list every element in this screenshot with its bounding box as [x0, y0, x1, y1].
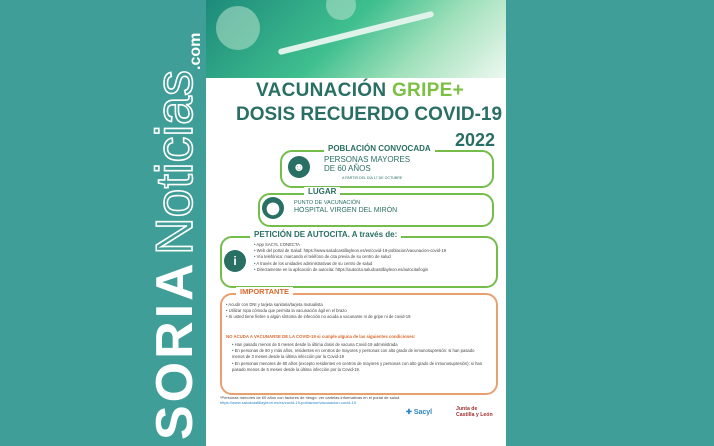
svg-text:SORIA: SORIA	[146, 260, 204, 440]
poblacion-note: A PARTIR DEL DÍA 17 DE OCTUBRE	[342, 176, 403, 180]
list-item: • App SACYL CONECTA	[254, 242, 490, 248]
location-pin-icon: ⬤	[262, 197, 284, 219]
people-icon: ☻	[288, 156, 310, 178]
jcl-line2: Castilla y León	[456, 412, 493, 418]
vaccination-poster	[206, 0, 506, 446]
svg-text:.com: .com	[187, 32, 204, 70]
svg-text:Noticias: Noticias	[146, 70, 204, 255]
list-item: • A través de los unidades administrativas de su centro de salud	[254, 261, 490, 267]
title-year: 2022	[455, 130, 496, 150]
footer-note-text: *Personas menores de 60 años con factores de riesgo: ver cartelas informativas en el portal de salud.	[220, 395, 401, 400]
junta-logo	[456, 406, 493, 418]
covid-warning: NO ACUDA A VACUNARSE DE LA COVID-19 si cumple alguna de las siguientes condiciones:	[226, 334, 416, 339]
syringe-icon	[278, 11, 435, 56]
list-item: • En personas de 80 y más años, residentes en centros de mayores y personas con alto grado de inmunosupresión: si han pasado menos de 3 meses desde la última infección por la Covid-19	[232, 348, 488, 360]
conditions-list	[232, 342, 488, 373]
lugar-heading: LUGAR	[304, 187, 340, 196]
autocita-list	[254, 242, 490, 273]
title-line2: DOSIS RECUERDO COVID-19	[236, 104, 503, 125]
list-item: • En personas menores de 80 años (excepto residentes en centros de mayores y personas con alto grado de inmunosupresión): si han pasado menos de 5 meses desde la última infección por la Covid-19.	[232, 361, 488, 373]
list-item: • Si usted tiene fiebre o algún síntoma de infección no acuda a vacunarse ni de gripe ni de covid-19	[226, 314, 488, 320]
title-vacunacion: VACUNACIÓN	[256, 80, 387, 101]
title-gripe: GRIPE+	[391, 80, 464, 101]
lugar-line2: HOSPITAL VIRGEN DEL MIRÓN	[294, 207, 398, 214]
hero-banner	[206, 0, 506, 78]
brand-logo	[4, 0, 204, 446]
info-icon: i	[224, 250, 246, 272]
list-item: • Acudir con DNI y tarjeta sanitaria/tarjeta mutualista	[226, 302, 488, 308]
list-item[interactable]: • Directamente en la aplicación de autocita: https://autocita.saludcastillayleon.es/autocita/login	[254, 267, 490, 273]
poblacion-heading: POBLACIÓN CONVOCADA	[324, 144, 435, 153]
list-item: • Han pasado menos de 5 meses desde la última dosis de vacuna Covid-19 administrada	[232, 342, 488, 348]
title-line1	[256, 80, 464, 102]
importante-list	[226, 302, 488, 321]
poblacion-line1: PERSONAS MAYORES	[324, 155, 411, 164]
list-item[interactable]: • Web del portal de Salud: https://www.saludcastillayleon.es/es/covid-19-poblacion/vacunacion-covid-19	[254, 248, 490, 254]
importante-heading: IMPORTANTE	[236, 287, 293, 296]
jcl-line1: Junta de	[456, 406, 478, 412]
sacyl-logo: ✚ Sacyl	[406, 409, 433, 416]
autocita-heading: PETICIÓN DE AUTOCITA. A través de:	[250, 230, 401, 239]
lugar-line1: PUNTO DE VACUNACIÓN	[294, 200, 361, 206]
virus-icon	[216, 6, 260, 50]
footer-note	[220, 395, 410, 405]
footer-url[interactable]: https://www.saludcastillayleon.es/es/covid-19-poblacion/vacunacion-covid-19	[220, 400, 357, 405]
sacyl-label: Sacyl	[413, 409, 433, 416]
virus-icon	[326, 0, 356, 20]
poblacion-line2: DE 60 AÑOS	[324, 164, 371, 173]
list-item: • Utilizar ropa cómoda que permita la vacunación ágil en el brazo	[226, 308, 488, 314]
list-item: • Vía telefónica: marcando el teléfono de cita previa de su centro de salud	[254, 254, 490, 260]
